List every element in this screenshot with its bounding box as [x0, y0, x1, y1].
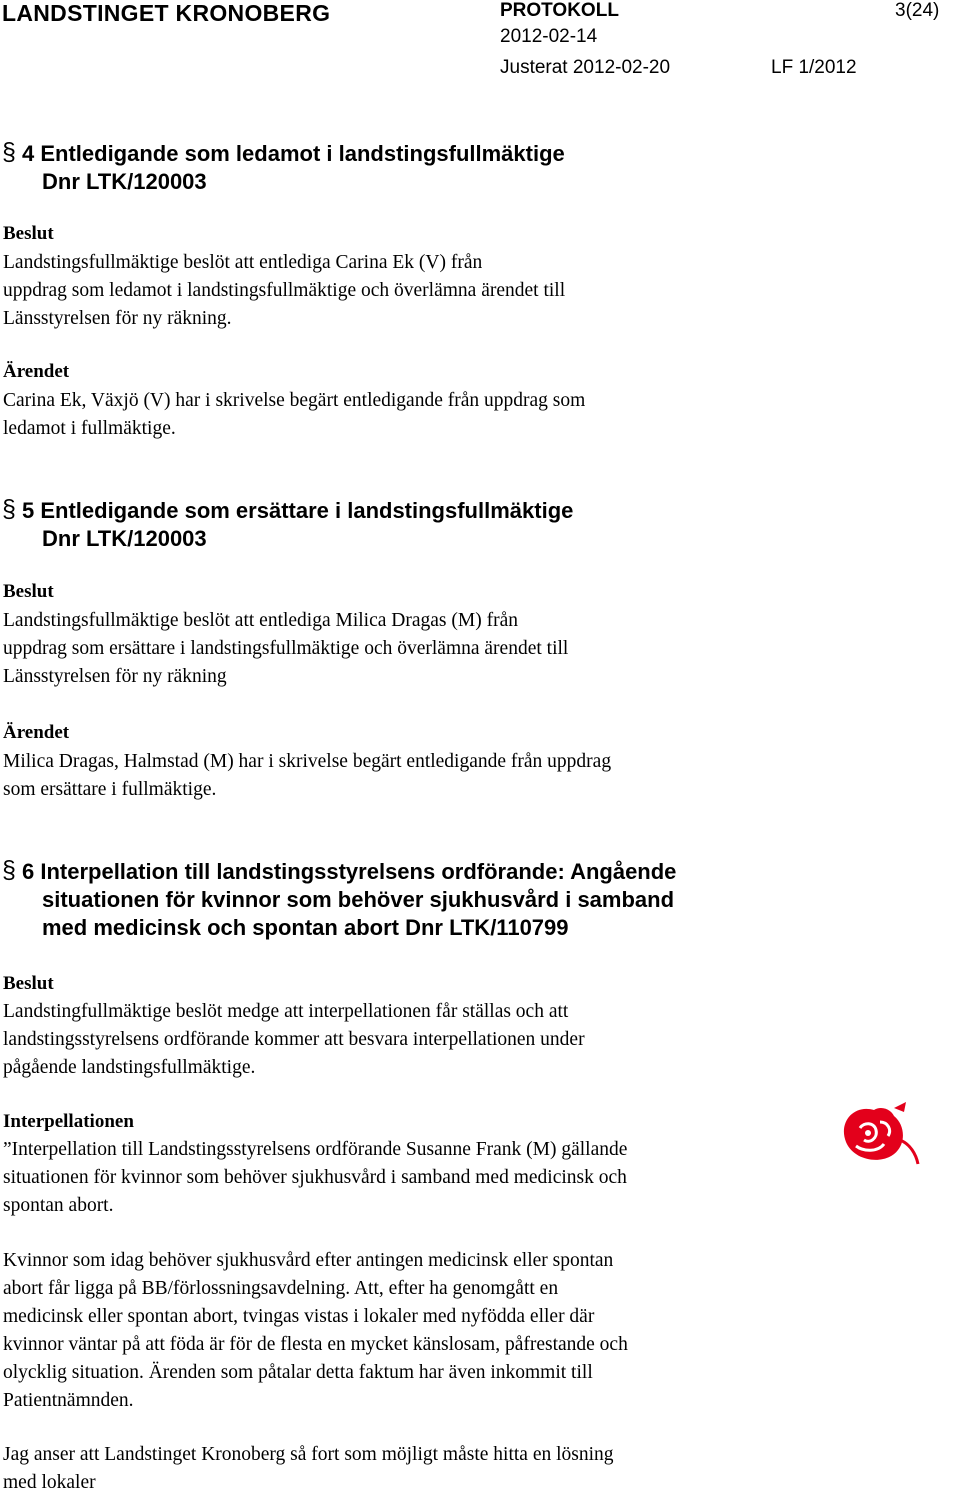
section-5-heading [2, 497, 902, 553]
section-5-beslut-label: Beslut [3, 581, 54, 602]
page-number: 3(24) [895, 0, 940, 21]
section-5-arendet-label: Ärendet [3, 722, 70, 743]
section-5-beslut-text: Landstingsfullmäktige beslöt att entlediga Milica Dragas (M) från uppdrag som ersättare i landstingsfullmäktige och överlämna ärendet till Länsstyrelsen för ny räkning [3, 610, 569, 687]
section-4-arendet-label: Ärendet [3, 361, 70, 382]
section-symbol: § [2, 856, 16, 884]
section-4-heading [2, 140, 902, 196]
section-4-beslut-label: Beslut [3, 223, 54, 244]
meeting-date: 2012-02-14 [500, 26, 598, 47]
section-4-dnr: Dnr LTK/120003 [42, 169, 207, 194]
section-6-title-line2: situationen för kvinnor som behöver sjukhusvård i samband [42, 887, 675, 912]
section-4-beslut-text: Landstingsfullmäktige beslöt att entlediga Carina Ek (V) från uppdrag som ledamot i landstingsfullmäktige och överlämna ärendet till Länsstyrelsen för ny räkning. [3, 252, 566, 329]
section-6-beslut-label: Beslut [3, 973, 54, 994]
document-type: PROTOKOLL [500, 0, 619, 21]
section-6-beslut-text: Landstingfullmäktige beslöt medge att interpellationen får ställas och att landstingsstyrelsens ordförande kommer att besvara interpellationen under pågående landstingsfullmäktige. [3, 1001, 585, 1078]
section-4-arendet-text: Carina Ek, Växjö (V) har i skrivelse begärt entledigande från uppdrag som ledamot i fullmäktige. [3, 390, 586, 439]
section-6-heading [2, 858, 902, 942]
section-symbol: § [2, 138, 16, 166]
section-6-title-line3: med medicinsk och spontan abort Dnr LTK/110799 [42, 915, 569, 940]
section-6-title: 6 Interpellation till landstingsstyrelsens ordförande: Angående [22, 859, 677, 884]
protocol-reference: LF 1/2012 [771, 57, 857, 78]
section-6-interpellation-label: Interpellationen [3, 1111, 134, 1132]
section-5-title: 5 Entledigande som ersättare i landstingsfullmäktige [22, 498, 574, 523]
section-5-dnr: Dnr LTK/120003 [42, 526, 207, 551]
section-4-title: 4 Entledigande som ledamot i landstingsfullmäktige [22, 141, 565, 166]
section-5-arendet-text: Milica Dragas, Halmstad (M) har i skrivelse begärt entledigande från uppdrag som ersättare i fullmäktige. [3, 751, 612, 800]
section-6-paragraph-3: Jag anser att Landstinget Kronoberg så fort som möjligt måste hitta en lösning med lokaler [3, 1444, 614, 1493]
rose-logo-icon [834, 1100, 920, 1170]
section-6-interpellation-text: ”Interpellation till Landstingsstyrelsens ordförande Susanne Frank (M) gällande situationen för kvinnor som behöver sjukhusvård i samband med medicinsk och spontan abort. [3, 1139, 628, 1216]
section-symbol: § [2, 495, 16, 523]
organization-name: LANDSTINGET KRONOBERG [2, 0, 331, 26]
section-6-paragraph-2: Kvinnor som idag behöver sjukhusvård efter antingen medicinsk eller spontan abort får ligga på BB/förlossningsavdelning. Att, efter ha genomgått en medicinsk eller spontan abort, tvingas vistas i lokaler med nyfödda eller där kvinnor väntar på att föda är för de flesta en mycket känslosam, påfrestande och olycklig situation. Ärenden som påtalar detta faktum har även inkommit till Patientnämnden. [3, 1250, 628, 1411]
justerat-date: Justerat 2012-02-20 [500, 57, 671, 78]
